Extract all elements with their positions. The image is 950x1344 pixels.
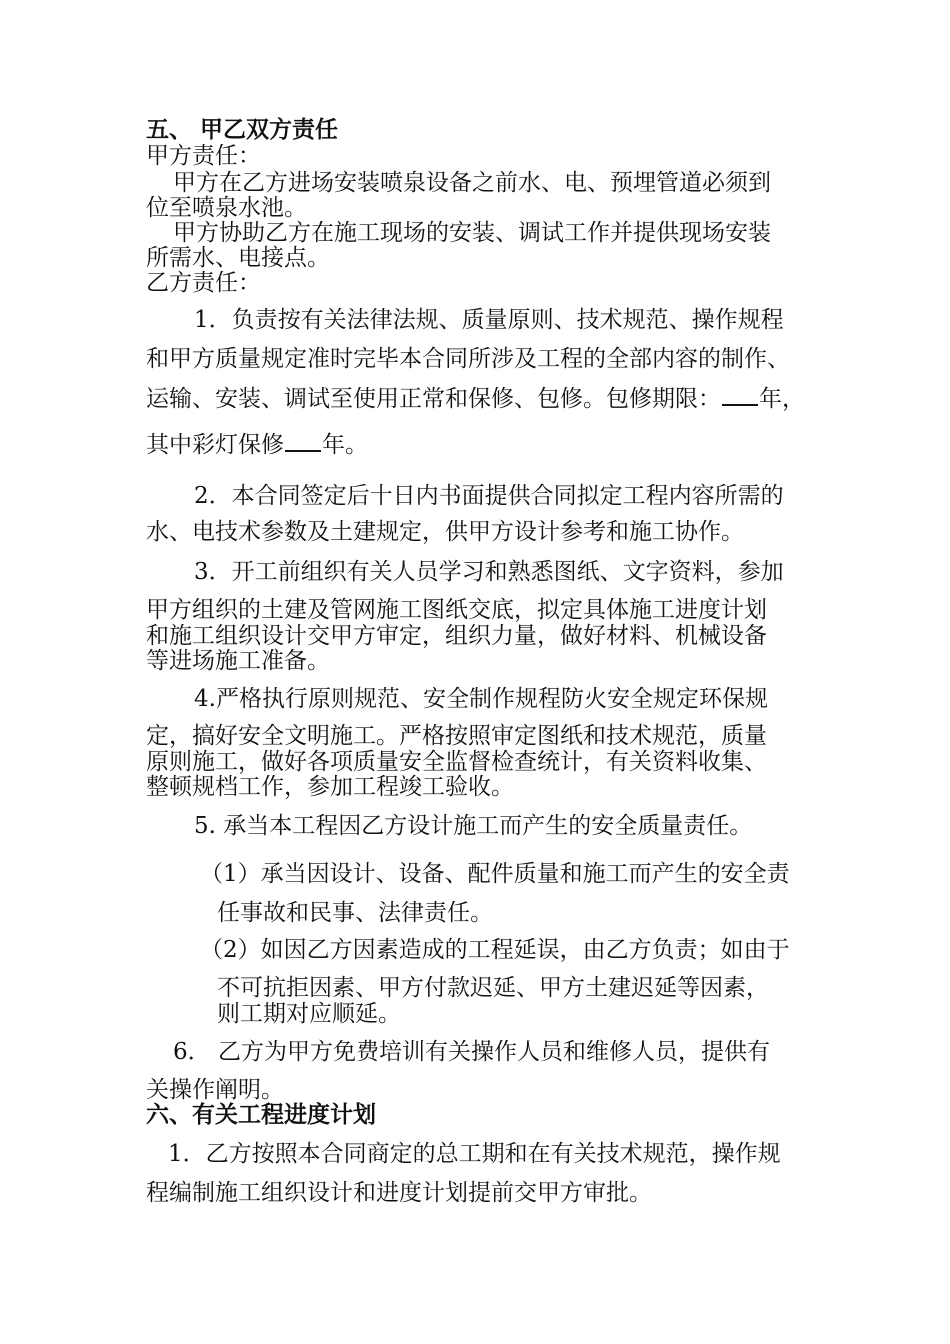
party-b-item-5-2-line-2: 不可抗拒因素、甲方付款迟延、甲方土建迟延等因素， xyxy=(217,975,769,1001)
party-a-item-2-line-1: 甲方协助乙方在施工现场的安装、调试工作并提供现场安装 xyxy=(173,220,771,246)
section-5-heading: 五、 甲乙双方责任 xyxy=(146,116,339,143)
party-b-item-5-2-line-1: （2）如因乙方因素造成的工程延误，由乙方负责；如由于 xyxy=(200,937,790,963)
party-b-item-1-line-1: 1．负责按有关法律法规、质量原则、技术规范、操作规程 xyxy=(194,307,784,333)
warranty-years-blank xyxy=(722,384,758,406)
party-b-item-1-line-3 xyxy=(146,384,805,413)
section-6-heading: 六、有关工程进度计划 xyxy=(146,1101,376,1128)
party-b-item-4-line-1: 4.严格执行原则规范、安全制作规程防火安全规定环保规 xyxy=(194,686,768,712)
party-b-item-6-line-2: 关操作阐明。 xyxy=(146,1077,284,1103)
party-b-label: 乙方责任： xyxy=(146,270,261,296)
party-b-item-2-line-1: 2．本合同签定后十日内书面提供合同拟定工程内容所需的 xyxy=(194,483,784,509)
party-a-label: 甲方责任： xyxy=(146,143,261,169)
section-6-item-1-line-1: 1．乙方按照本合同商定的总工期和在有关技术规范，操作规 xyxy=(168,1141,781,1167)
party-b-item-5-1-line-2: 任事故和民事、法律责任。 xyxy=(217,900,493,926)
party-b-item-3-line-1: 3．开工前组织有关人员学习和熟悉图纸、文字资料，参加 xyxy=(194,559,784,585)
party-a-item-2-line-2: 所需水、电接点。 xyxy=(146,245,330,271)
party-b-item-3-line-2: 甲方组织的土建及管网施工图纸交底，拟定具体施工进度计划 xyxy=(146,597,767,623)
party-b-item-3-line-3: 和施工组织设计交甲方审定，组织力量，做好材料、机械设备 xyxy=(146,623,767,649)
party-b-item-5-2-line-3: 则工期对应顺延。 xyxy=(217,1001,401,1027)
party-b-item-1-line-4 xyxy=(146,430,368,459)
party-a-item-1-line-1: 甲方在乙方进场安装喷泉设备之前水、电、预埋管道必须到 xyxy=(173,170,771,196)
party-b-item-5: 5. 承当本工程因乙方设计施工而产生的安全质量责任。 xyxy=(194,813,753,839)
section-6-item-1-line-2: 程编制施工组织设计和进度计划提前交甲方审批。 xyxy=(146,1180,652,1206)
party-a-item-1-line-2: 位至喷泉水池。 xyxy=(146,195,307,221)
warranty-period-label: 运输、安装、调试至使用正常和保修、包修。包修期限： xyxy=(146,386,721,412)
party-b-item-4-line-3: 原则施工，做好各项质量安全监督检查统计，有关资料收集、 xyxy=(146,749,767,775)
party-b-item-2-line-2: 水、电技术参数及土建规定，供甲方设计参考和施工协作。 xyxy=(146,519,744,545)
party-b-item-4-line-2: 定，搞好安全文明施工。严格按照审定图纸和技术规范，质量 xyxy=(146,723,767,749)
lamp-warranty-unit: 年。 xyxy=(322,432,368,458)
party-b-item-1-line-2: 和甲方质量规定准时完毕本合同所涉及工程的全部内容的制作、 xyxy=(146,346,790,372)
party-b-item-6-line-1: 6． 乙方为甲方免费培训有关操作人员和维修人员，提供有 xyxy=(173,1039,770,1065)
party-b-item-5-1-line-1: （1）承当因设计、设备、配件质量和施工而产生的安全责 xyxy=(200,861,790,887)
party-b-item-4-line-4: 整顿规档工作，参加工程竣工验收。 xyxy=(146,774,514,800)
lamp-warranty-label: 其中彩灯保修 xyxy=(146,432,284,458)
party-b-item-3-line-4: 等进场施工准备。 xyxy=(146,648,330,674)
warranty-years-unit: 年， xyxy=(759,386,805,412)
lamp-warranty-years-blank xyxy=(285,430,321,452)
